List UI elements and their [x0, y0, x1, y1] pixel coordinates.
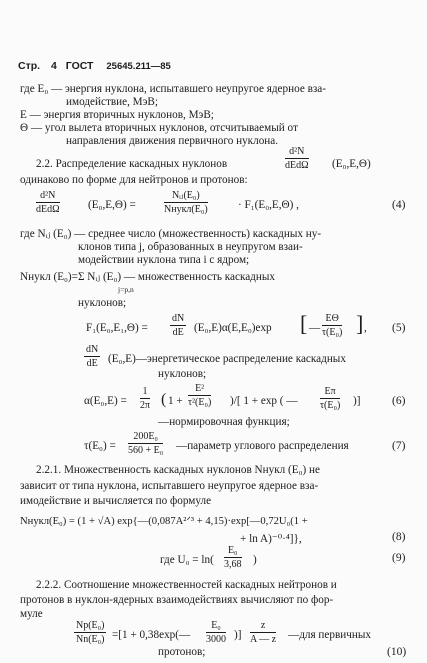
section-2-2-2-l3: муле — [20, 608, 43, 620]
eq10-exp-frac: $\frac{\text{E₀}}{3000}$ — [206, 620, 226, 645]
eq9-label: (9) — [392, 552, 406, 564]
nij-def-1: где Nᵢⱼ (E₀) — среднее число (множественность) каскадных ну- — [20, 228, 322, 240]
section-2-2-text2: одинаково по форме для нейтронов и протонов: — [20, 174, 248, 186]
eq10-text: —для первичных — [288, 629, 371, 641]
eq6-frac: $\frac{1}{2\pi}$ — [140, 386, 151, 411]
eq6-inner: 1 + — [168, 395, 183, 407]
definition-e0-cont: имодействие, МэВ; — [66, 96, 158, 108]
standard-label: ГОСТ — [65, 60, 94, 72]
eq4-ratio: Nᵢⱼ(E₀) Nнукл(E₀) — [164, 190, 208, 215]
standard-number: 25645.211—85 — [106, 61, 171, 72]
eq10-mid2: )] — [234, 629, 242, 641]
running-header — [18, 60, 171, 72]
eq9-close: ) — [253, 554, 257, 566]
eq4-fraction: d²N dEdΩ — [36, 190, 60, 215]
eq5-exp-frac: $\frac{E\Theta}{\text{τ(E₀)}}$ — [322, 313, 343, 338]
eq5-minus: — — [309, 322, 321, 334]
eq5-lhs: F₁(E₀,E₁,Θ) = — [86, 322, 148, 334]
eq7-text: —параметр углового распределения — [176, 440, 349, 452]
eq5-comma: , — [364, 322, 367, 334]
page-number: 4 — [50, 60, 57, 72]
eq10-label: (10) — [387, 646, 407, 658]
eq7-frac: $\frac{\text{200E₀}}{\text{560 + E₀}}$ — [128, 431, 164, 456]
nij-def-2: клонов типа j, образованных в неупругом взаи- — [78, 241, 303, 253]
eq10-ratio: $\frac{\text{Np(E₀)}}{\text{Nn(E₀)}}$ — [76, 620, 105, 645]
eq6-exp-frac: $\frac{E\pi}{\text{τ(E₀)}}$ — [320, 386, 341, 411]
section-2-2-1-l1: 2.2.1. Множественность каскадных нуклонов Nнукл (E₀) не — [36, 464, 320, 476]
eq8-label: (8) — [392, 531, 406, 543]
section-2-2-1-l2: зависит от типа нуклона, испытавшего неупругое ядерное вза- — [20, 480, 319, 492]
eq10-mid: =[1 + 0,38exp(— — [112, 629, 191, 641]
eq6-inner-frac: $\frac{\text{E²}}{\text{τ²(E₀)}}$ — [188, 383, 212, 408]
section-2-2-2-l1: 2.2.2. Соотношение множественностей каскадных нейтронов и — [36, 579, 337, 591]
eq9-text: где U₀ = ln( — [160, 554, 214, 566]
fraction-d2n-inline: d²N dEdΩ — [285, 146, 309, 171]
dnde-text: (E₀,E)—энергетическое распределение каскадных — [108, 353, 346, 365]
definition-theta-cont: направления движения первичного нуклона. — [66, 135, 279, 147]
eq5-bracket-open: [ — [300, 311, 308, 336]
eq8-line1: Nнукл(E₀) = (1 + √A) exp{—(0,087A²ᐟ³ + 4,15)·exp[—0,72U₀(1 + — [20, 516, 308, 527]
eq6-close: )] — [353, 395, 361, 407]
nnukl-def-2: нуклонов; — [78, 297, 127, 309]
eq6-mid: )/[ 1 + exp ( — — [230, 395, 298, 407]
eq7-lhs: τ(E₀) = — [84, 440, 116, 452]
eq10-line2: протонов; — [158, 646, 206, 658]
eq6-lhs: α(E₀,E) = — [84, 395, 127, 407]
definition-theta: Θ — угол вылета вторичных нуклонов, отсчитываемый от — [20, 122, 298, 134]
eq6-paren-open: ( — [161, 391, 167, 408]
section-2-2-args: (E₀,E,Θ) — [332, 158, 371, 170]
nnukl-sum-sub: j=p,n — [118, 285, 134, 294]
eq5-bracket-close: ] — [356, 311, 364, 336]
section-2-2-1-l3: имодействие и вычисляется по формуле — [20, 495, 212, 507]
eq7-label: (7) — [392, 440, 406, 452]
eq8-line2: + ln A)⁻⁰·⁴]}, — [240, 533, 302, 545]
eq6-label: (6) — [392, 395, 406, 407]
eq5-rhs: (E₀,E)α(E,E₀)exp — [194, 322, 272, 334]
eq4-body: (E₀,E,Θ) = — [88, 199, 136, 211]
section-2-2-2-l2: протонов в нуклон-ядерных взаимодействиях вычисляют по фор- — [20, 594, 334, 606]
eq4-tail: · F₁(E₀,E,Θ) , — [238, 199, 299, 211]
page-label: Стр. — [18, 60, 41, 72]
eq4-label: (4) — [392, 199, 406, 211]
eq9-frac: $\frac{\text{E₀}}{3,68}$ — [224, 545, 242, 570]
nij-def-3: модействии нуклона типа i с ядром; — [78, 254, 250, 266]
eq6-note: —нормировочная функция; — [158, 416, 290, 428]
definition-e: E — энергия вторичных нуклонов, МэВ; — [20, 109, 214, 121]
dnde-frac: $\frac{dN}{dE}$ — [86, 344, 99, 369]
dnde-text-2: нуклонов; — [158, 368, 207, 380]
eq5-dnde: $\frac{dN}{dE}$ — [172, 313, 185, 338]
nnukl-def: Nнукл (E₀)=Σ Nᵢⱼ (E₀) — множественность каскадных — [20, 271, 275, 283]
section-2-2-text: 2.2. Распределение каскадных нуклонов — [36, 158, 228, 170]
definition-e0: где E₀ — энергия нуклона, испытавшего неупругое ядерное вза- — [20, 83, 326, 95]
eq5-label: (5) — [392, 322, 406, 334]
eq10-z-frac: $\frac{z}{A — z}$ — [250, 620, 277, 645]
